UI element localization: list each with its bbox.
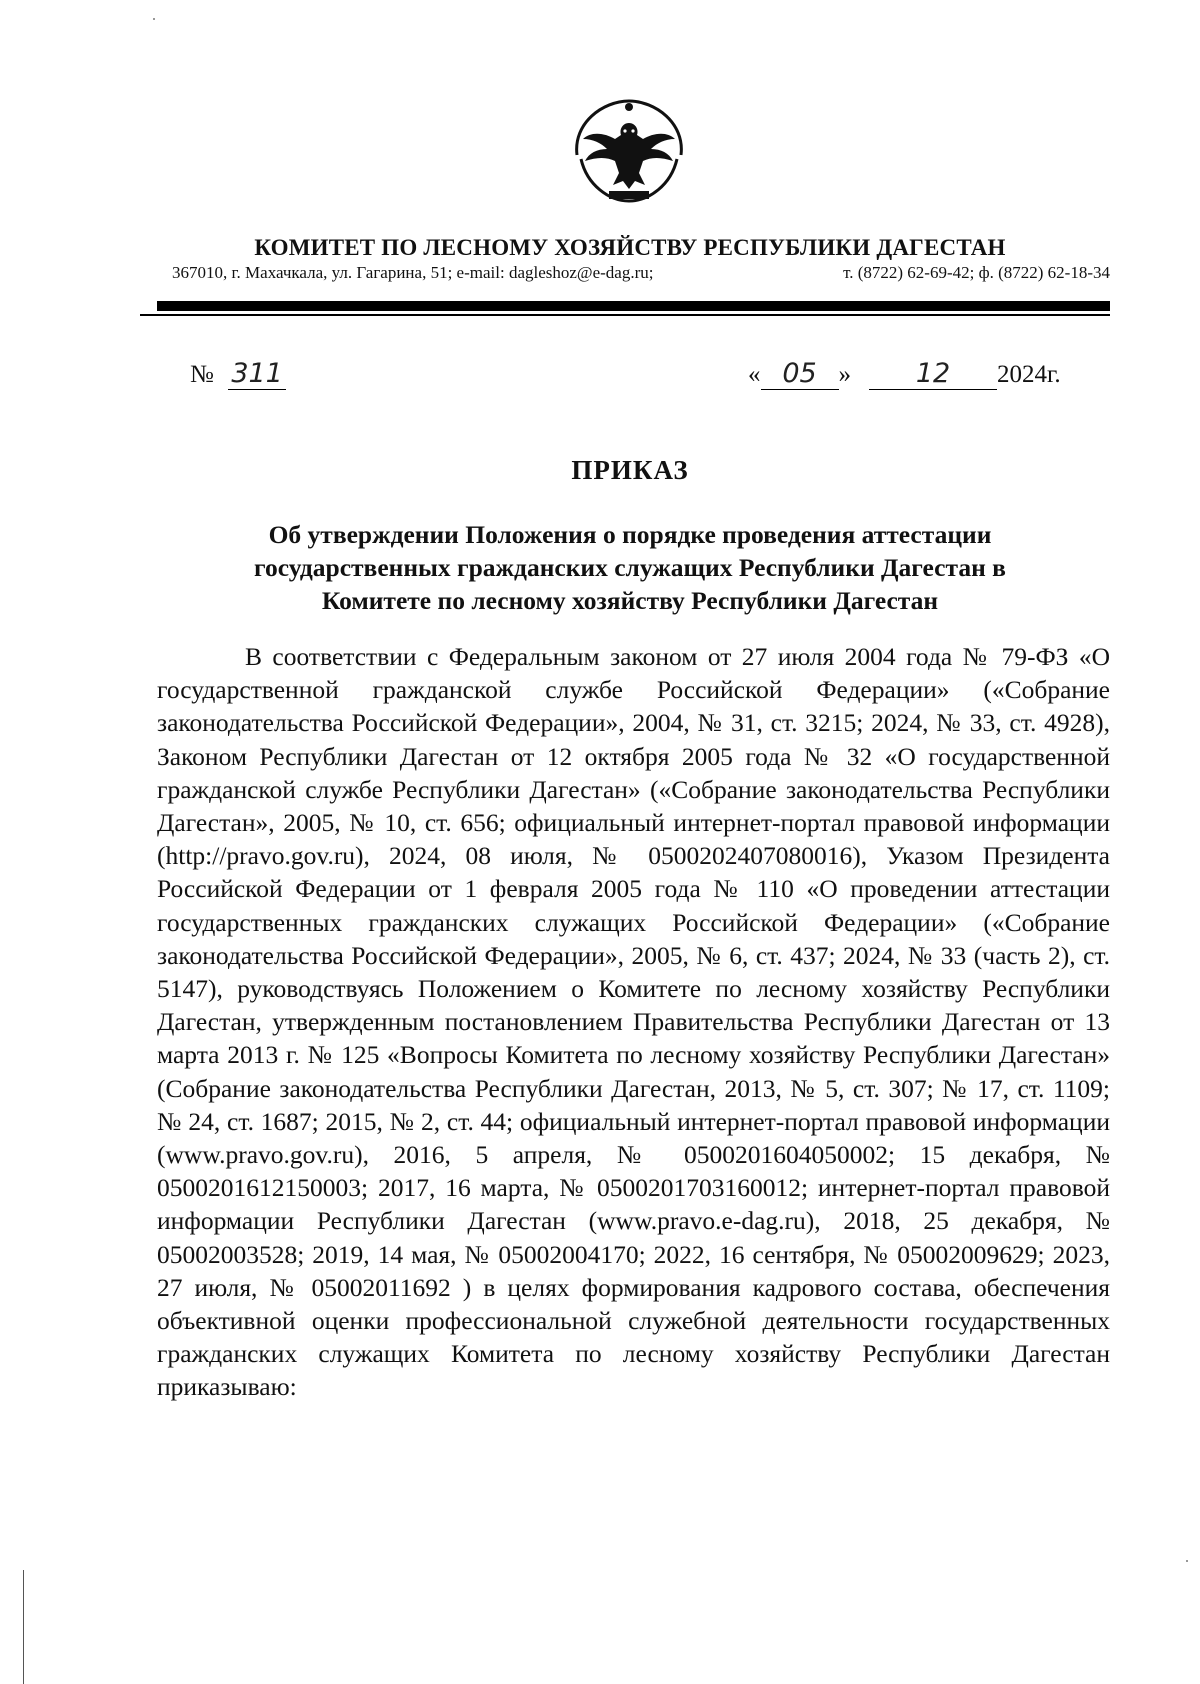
date-close-quote: » xyxy=(838,361,851,388)
scan-margin-mark xyxy=(23,1570,24,1684)
order-number-value: 311 xyxy=(228,358,286,390)
organization-phones: т. (8722) 62-69-42; ф. (8722) 62-18-34 xyxy=(843,263,1110,282)
date-open-quote: « xyxy=(748,361,761,388)
order-number xyxy=(190,358,286,390)
scan-speck xyxy=(1186,1560,1188,1562)
header-divider-thick xyxy=(157,301,1110,311)
document-title: ПРИКАЗ xyxy=(571,455,689,485)
document-subject: Об утверждении Положения о порядке проведения аттестации государственных гражданских служащих Республики Дагестан в Комитете по лесному хозяйству Республики Дагестан xyxy=(254,520,1006,615)
order-date xyxy=(748,358,1061,390)
header-divider-thin xyxy=(140,314,1110,316)
organization-address: 367010, г. Махачкала, ул. Гагарина, 51; e-mail: dagleshoz@e-dag.ru; xyxy=(172,263,654,282)
organization-contacts xyxy=(172,263,1110,283)
order-number-prefix: № xyxy=(190,361,214,388)
date-month: 12 xyxy=(869,358,997,390)
coat-of-arms-icon xyxy=(563,93,695,209)
organization-name: КОМИТЕТ ПО ЛЕСНОМУ ХОЗЯЙСТВУ РЕСПУБЛИКИ ДАГЕСТАН xyxy=(254,235,1006,260)
scan-speck xyxy=(153,18,155,20)
date-year: 2024г. xyxy=(997,361,1061,388)
date-day: 05 xyxy=(761,358,839,390)
document-body: В соответствии с Федеральным законом от 27 июля 2004 года № 79-ФЗ «О государственной гражданской службе Российской Федерации» («Собрание законодательства Российской Федерации», 2004, № 31, ст. 3215; 2024, № 33, ст. 4928), Законом Республики Дагестан от 12 октября 2005 года № 32 «О государственной гражданской службе Республики Дагестан» («Собрание законодательства Республики Дагестан», 2005, № 10, ст. 656; официальный интернет-портал правовой информации (http://pravo.gov.ru), 2024, 08 июля, № 0500202407080016), Указом Президента Российской Федерации от 1 февраля 2005 года № 110 «О проведении аттестации государственных гражданских служащих Российской Федерации» («Собрание законодательства Российской Федерации», 2005, № 6, ст. 437; 2024, № 33 (часть 2), ст. 5147), руководствуясь Положением о Комитете по лесному хозяйству Республики Дагестан, утвержденным постановлением Правительства Республики Дагестан от 13 марта 2013 г. № 125 «Вопросы Комитета по лесному хозяйству Республики Дагестан» (Собрание законодательства Республики Дагестан, 2013, № 5, ст. 307; № 17, ст. 1109; № 24, ст. 1687; 2015, № 2, ст. 44; официальный интернет-портал правовой информации (www.pravo.gov.ru), 2016, 5 апреля, № 0500201604050002; 15 декабря, № 0500201612150003; 2017, 16 марта, № 0500201703160012; интернет-портал правовой информации Республики Дагестан (www.pravo.e-dag.ru), 2018, 25 декабря, № 05002003528; 2019, 14 мая, № 05002004170; 2022, 16 сентября, № 05002009629; 2023, 27 июля, № 05002011692 ) в целях формирования кадрового состава, обеспечения объективной оценки профессиональной служебной деятельности государственных гражданских служащих Комитета по лесному хозяйству Республики Дагестан приказываю: xyxy=(157,642,1110,1402)
